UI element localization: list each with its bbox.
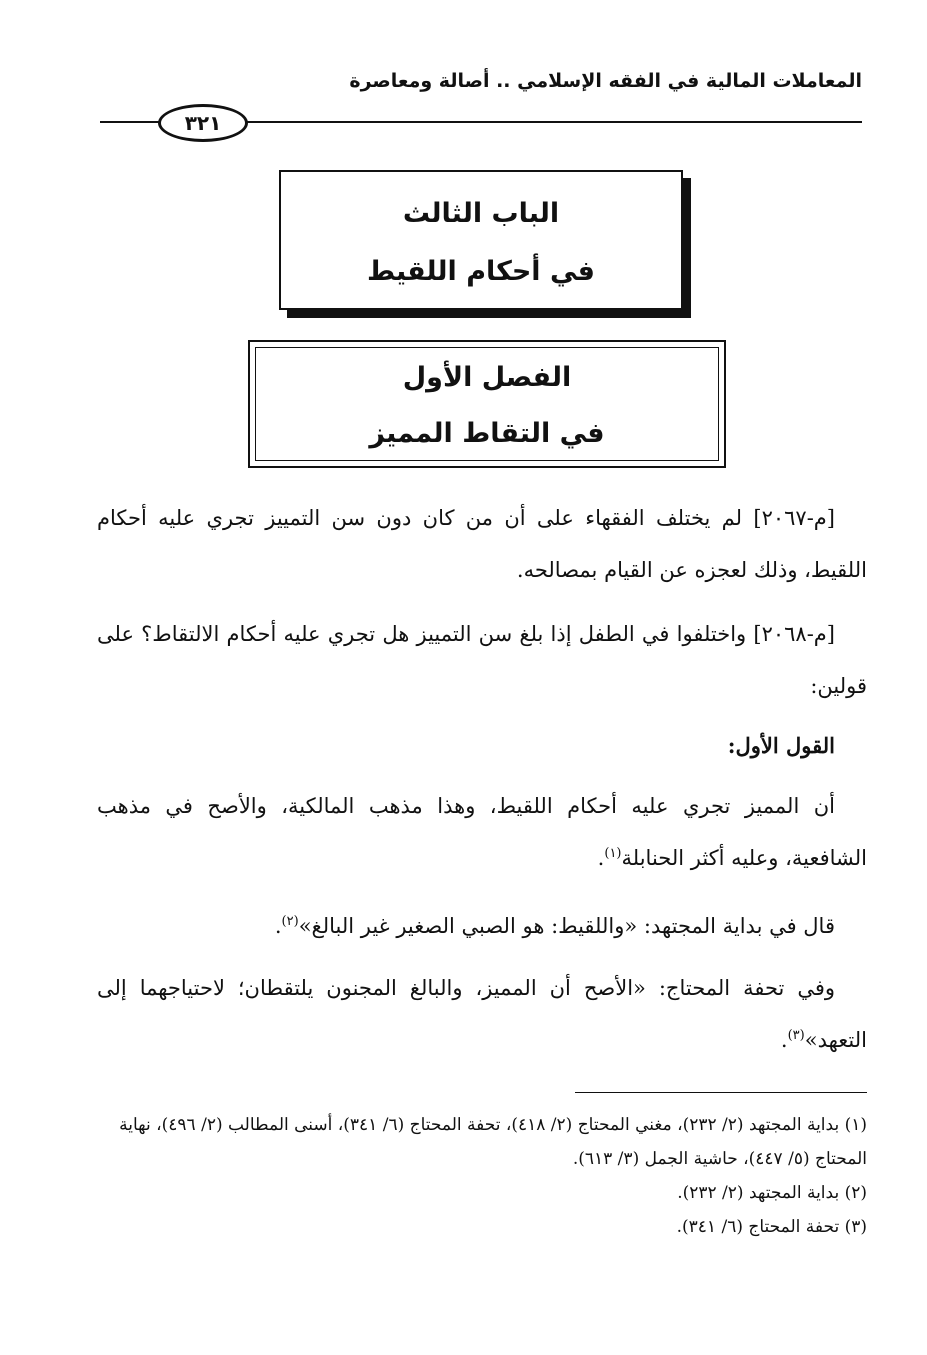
chapter-title: الفصل الأول	[402, 362, 572, 393]
footnote-1: (١) بداية المجتهد (٢/ ٢٣٢)، مغني المحتاج (٢/ ٤١٨)، تحفة المحتاج (٦/ ٣٤١)، أسنى المطالب (٢/ ٤٩٦)، نهاية المحتاج (٥/ ٤٤٧)، حاشية الجمل (٣/ ٦١٣).	[119, 1115, 867, 1169]
chapter-subtitle: في التقاط المميز	[369, 418, 605, 449]
footnote-ref-1: (١)	[604, 846, 622, 861]
footnote-3: (٣) تحفة المحتاج (٦/ ٣٤١).	[676, 1217, 867, 1237]
footnote-2: (٢) بداية المجتهد (٢/ ٢٣٢).	[677, 1183, 867, 1203]
chapter-title-box	[248, 340, 726, 468]
footnote-ref-2: (٢)	[281, 914, 299, 929]
part-subtitle: في أحكام اللقيط	[367, 256, 595, 287]
part-title-box	[279, 170, 683, 310]
first-opinion-heading: القول الأول:	[727, 733, 835, 758]
tuhfah-quote-text: وفي تحفة المحتاج: «الأصح أن المميز، والبالغ المجنون يلتقطان؛ لاحتياجهما إلى التعهد»	[97, 976, 867, 1052]
first-opinion-text: أن المميز تجري عليه أحكام اللقيط، وهذا مذهب المالكية، والأصح في مذهب الشافعية، وعليه أكثر الحنابلة	[97, 794, 867, 870]
end-mark: .	[780, 1028, 788, 1052]
bidayah-quote-paragraph	[97, 900, 867, 952]
part-title: الباب الثالث	[402, 198, 560, 229]
first-opinion-paragraph	[97, 780, 867, 884]
footnote-ref-3: (٣)	[787, 1028, 805, 1043]
bidayah-quote-text: قال في بداية المجتهد: «واللقيط: هو الصبي الصغير غير البالغ»	[298, 914, 835, 938]
tuhfah-quote-paragraph	[97, 962, 867, 1066]
paragraph-2068: [م-٢٠٦٨] واختلفوا في الطفل إذا بلغ سن التمييز هل تجري عليه أحكام الالتقاط؟ على قولين:	[97, 622, 867, 698]
end-mark: .	[274, 914, 282, 938]
running-header: المعاملات المالية في الفقه الإسلامي .. أصالة ومعاصرة	[349, 70, 862, 92]
page-number: ٣٢١	[158, 104, 248, 142]
footnotes	[107, 1108, 867, 1244]
footnote-separator	[575, 1092, 867, 1093]
end-mark: .	[597, 846, 605, 870]
paragraph-2067: [م-٢٠٦٧] لم يختلف الفقهاء على أن من كان دون سن التمييز تجري عليه أحكام اللقيط، وذلك لعجزه عن القيام بمصالحه.	[97, 506, 867, 582]
